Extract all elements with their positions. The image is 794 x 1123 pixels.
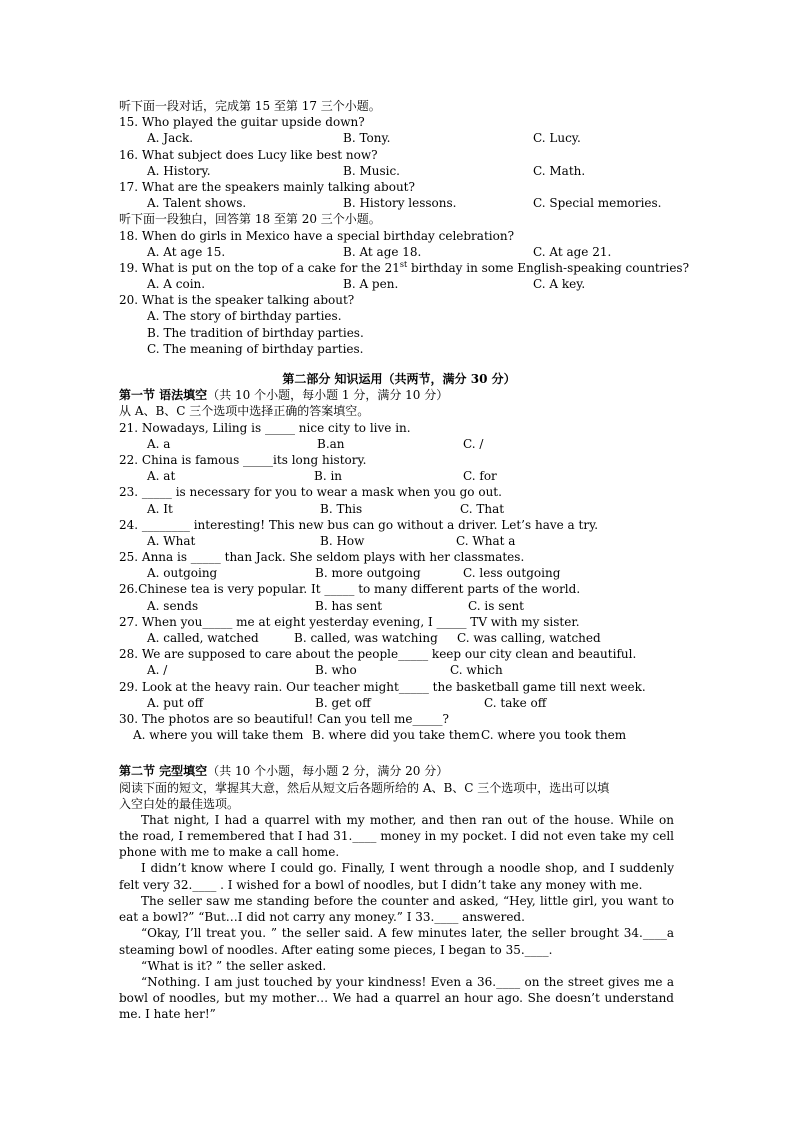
question-30 — [119, 711, 679, 743]
option-c: C. Lucy. — [533, 131, 581, 146]
question-17 — [119, 179, 679, 211]
option-c: C. The meaning of birthday parties. — [147, 341, 364, 356]
option-c: C. less outgoing — [463, 566, 561, 581]
option-c: C. / — [463, 436, 484, 451]
option-c: C. Math. — [533, 163, 586, 178]
cloze-paragraph: “Okay, I’ll treat you. ” the seller said. A few minutes later, the seller brought 34.____a steaming bowl of noodles. After eating some pieces, I began to 35.____. — [119, 926, 674, 957]
question-25 — [119, 549, 679, 581]
option-a: A. History. — [147, 163, 211, 178]
question-22 — [119, 452, 679, 484]
question-29 — [119, 679, 679, 711]
option-b: B. more outgoing — [315, 566, 421, 581]
part2-title: 第二部分 知识运用（共两节，满分 30 分） — [282, 372, 516, 386]
cloze-paragraph: I didn’t know where I could go. Finally, I went through a noodle shop, and I suddenly felt very 32.____ . I wished for a bowl of noodles, but I didn’t take any money with me. — [119, 861, 674, 892]
option-b: B. where did you take them — [312, 728, 480, 743]
question-text: 29. Look at the heavy rain. Our teacher might_____ the basketball game till next week. — [119, 679, 646, 694]
question-text: 25. Anna is _____ than Jack. She seldom plays with her classmates. — [119, 550, 525, 565]
question-text: 22. China is famous _____its long history. — [119, 452, 367, 467]
option-b: B. in — [314, 469, 343, 484]
cloze-paragraph: The seller saw me standing before the counter and asked, “Hey, little girl, you want to eat a bowl?” “But…I did not carry any money.” I 33.____ answered. — [119, 893, 674, 925]
option-b: B. At age 18. — [343, 244, 422, 259]
question-text: 16. What subject does Lucy like best now? — [119, 147, 378, 162]
option-a: A. a — [147, 436, 171, 451]
grammar-section-note: （共 10 个小题，每小题 1 分，满分 10 分） — [207, 388, 449, 403]
option-c: C. is sent — [468, 598, 525, 613]
option-b: B. Music. — [343, 163, 400, 178]
option-a: A. / — [147, 663, 168, 678]
section2-intro: 听下面一段独白，回答第 18 至第 20 三个小题。 — [119, 212, 381, 227]
question-text: 21. Nowadays, Liling is _____ nice city to live in. — [119, 420, 411, 435]
cloze-paragraph: “Nothing. I am just touched by your kindness! Even a 36.____ on the street gives me a bowl of noodles, but my mother… We had a quarrel an hour ago. She doesn’t understand me. I hate her!” — [119, 974, 674, 1022]
option-a: A. It — [147, 501, 173, 516]
cloze-paragraph: “What is it? ” the seller asked. — [141, 958, 327, 973]
question-24 — [119, 517, 679, 549]
option-c: C. where you took them — [481, 728, 627, 743]
option-c: C. What a — [456, 533, 516, 548]
option-c: C. was calling, watched — [457, 631, 601, 645]
cloze-section-note: （共 10 个小题，每小题 2 分，满分 20 分） — [207, 764, 449, 779]
option-b: B. This — [320, 501, 363, 516]
question-text-post: birthday in some English-speaking countries? — [407, 260, 690, 275]
option-b: B. How — [320, 533, 365, 548]
question-text — [119, 259, 690, 276]
option-b: B.an — [317, 436, 345, 451]
option-a: A. A coin. — [147, 277, 206, 292]
grammar-section-heading: 第一节 语法填空 — [119, 388, 208, 403]
question-text-pre: 19. What is put on the top of a cake for the 21 — [119, 260, 400, 275]
question-text: 20. What is the speaker talking about? — [119, 293, 355, 308]
question-19 — [119, 259, 690, 292]
option-c: C. take off — [484, 695, 547, 710]
option-c: C. At age 21. — [533, 244, 612, 259]
option-a: A. called, watched — [147, 631, 259, 645]
option-a: A. sends — [147, 598, 199, 613]
question-21 — [119, 420, 679, 452]
question-23 — [119, 484, 679, 516]
option-a: A. put off — [147, 695, 204, 710]
cloze-section-title — [119, 763, 679, 779]
cloze-section-heading: 第二节 完型填空 — [119, 764, 208, 779]
question-text: 18. When do girls in Mexico have a special birthday celebration? — [119, 228, 514, 243]
option-b: B. The tradition of birthday parties. — [147, 325, 364, 340]
grammar-instruction: 从 A、B、C 三个选项中选择正确的答案填空。 — [119, 404, 370, 419]
grammar-section-title — [119, 387, 679, 403]
option-a: A. The story of birthday parties. — [147, 309, 342, 324]
cloze-paragraph: That night, I had a quarrel with my mother, and then ran out of the house. While on the road, I remembered that I had 31.____ money in my pocket. I did not even take my cell phone with me to make a call home. — [119, 812, 674, 860]
question-text: 26.Chinese tea is very popular. It _____ to many different parts of the world. — [119, 582, 581, 597]
question-15 — [119, 114, 679, 146]
option-b: B. Tony. — [343, 131, 391, 146]
option-b: B. has sent — [315, 598, 383, 613]
question-text: 17. What are the speakers mainly talking about? — [119, 179, 415, 194]
question-27 — [119, 614, 679, 646]
question-text: 23. _____ is necessary for you to wear a mask when you go out. — [119, 485, 502, 500]
question-text: 27. When you_____ me at eight yesterday evening, I _____ TV with my sister. — [119, 614, 580, 629]
option-c: C. Special memories. — [533, 196, 662, 211]
option-c: C. for — [463, 469, 497, 484]
option-a: A. outgoing — [147, 566, 218, 581]
question-26 — [119, 581, 679, 613]
question-text: 28. We are supposed to care about the people_____ keep our city clean and beautiful. — [119, 647, 637, 662]
option-a: A. Jack. — [147, 131, 194, 146]
question-text: 30. The photos are so beautiful! Can you tell me_____? — [119, 711, 449, 726]
option-b: B. get off — [315, 695, 371, 710]
option-a: A. What — [147, 533, 196, 548]
question-16 — [119, 147, 679, 179]
section1-intro: 听下面一段对话，完成第 15 至第 17 三个小题。 — [119, 99, 381, 113]
superscript: st — [399, 259, 408, 269]
option-b: B. called, was watching — [294, 631, 438, 645]
question-text: 15. Who played the guitar upside down? — [119, 115, 365, 130]
option-b: B. A pen. — [343, 277, 399, 292]
question-18 — [119, 228, 679, 260]
option-c: C. which — [450, 663, 503, 678]
option-b: B. History lessons. — [343, 196, 457, 211]
exam-page — [119, 98, 690, 1023]
option-c: C. A key. — [533, 277, 586, 292]
question-20 — [119, 292, 679, 357]
cloze-instruction-1: 阅读下面的短文，掌握其大意，然后从短文后各题所给的 A、B、C 三个选项中，选出可以填 — [119, 780, 610, 795]
option-b: B. who — [315, 663, 357, 678]
option-a: A. where you will take them — [133, 728, 304, 743]
cloze-instruction-2: 入空白处的最佳选项。 — [119, 796, 240, 811]
option-c: C. That — [460, 501, 505, 516]
option-a: A. Talent shows. — [147, 196, 247, 211]
question-text: 24. ________ interesting! This new bus can go without a driver. Let’s have a try. — [119, 517, 599, 532]
option-a: A. at — [147, 469, 176, 484]
question-28 — [119, 646, 679, 678]
option-a: A. At age 15. — [147, 244, 226, 259]
